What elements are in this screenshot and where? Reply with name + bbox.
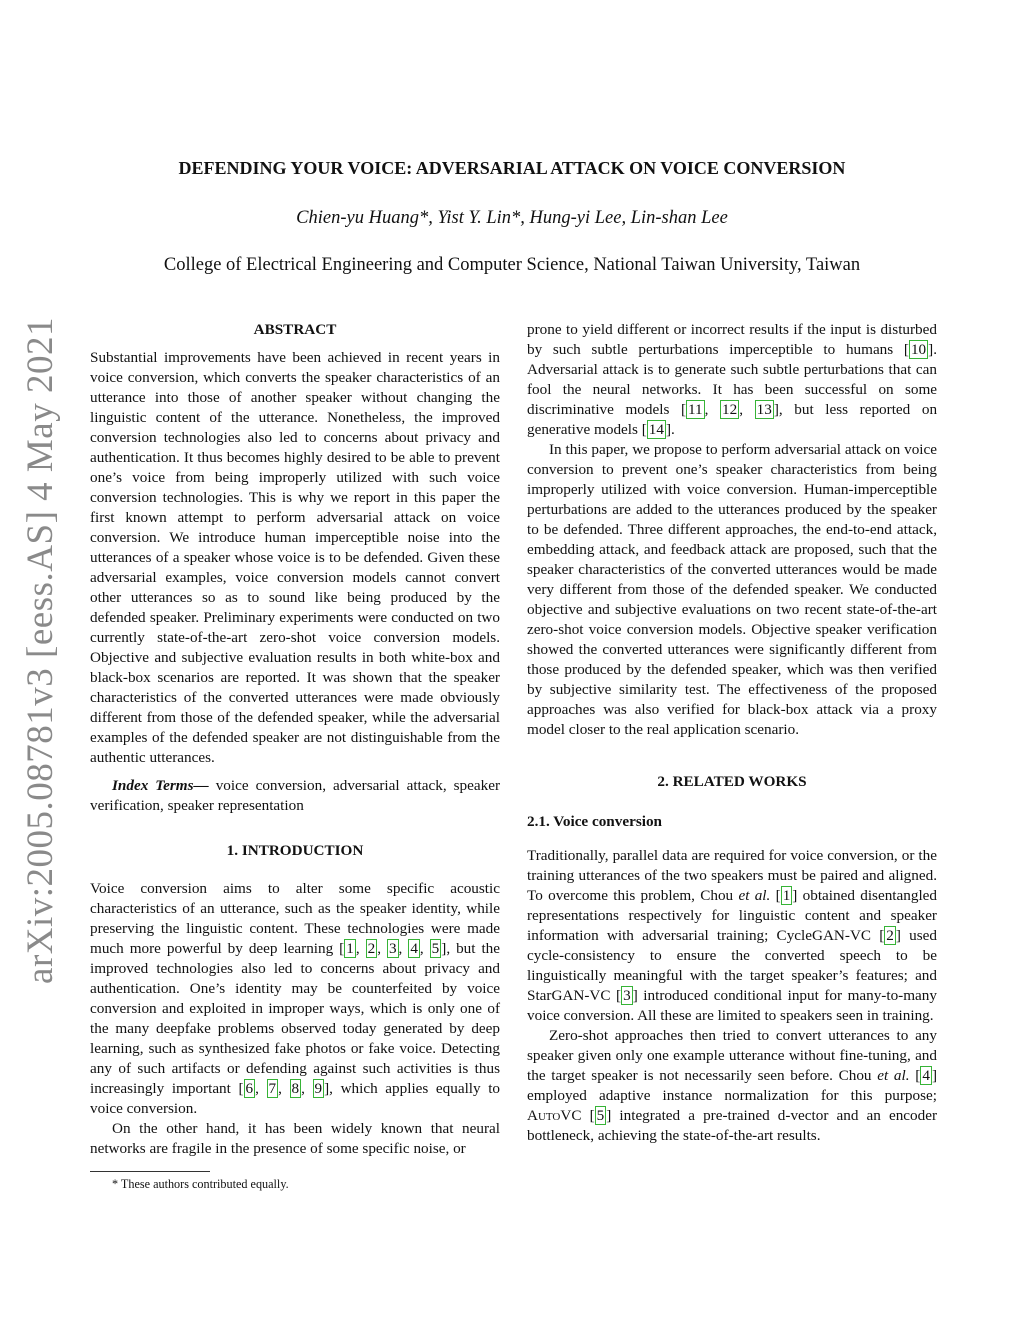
intro-paragraph-1: Voice conversion aims to alter some specific acoustic characteristics of an utterance, such as the speaker identity, while preserving the linguistic content. These technologies were made much more powerful by deep learning [ 1 , 2 , 3 , 4 , 5 ], but the improved technologies also led to concerns about privacy and authentication. One’s identity may be counterfeited by voice conversion and exploited in improper ways, which is only one of the many deepfake problems observed today generated by deep learning, such as synthesized fake photos or fake voice. Detecting any of such artifacts or defending against such activities is thus increasingly important [ 6 , 7 , 8 , 9 ], which applies equally to voice conversion. — [90, 880, 501, 1117]
citation-link[interactable]: 11 — [688, 401, 703, 418]
related-paragraph-2: Zero-shot approaches then tried to convert utterances to any speaker given only one example utterance without fine-tuning, and the target speaker is not necessarily seen before. Chou et al. [ 4 ] employed adaptive instance normalization for this purpose; AutoVC [ 5 ] integrated a pre-trained d-vector and an encoder bottleneck, achieving the state-of-the-art results. — [527, 1027, 938, 1144]
footnote: * These authors contributed equally. — [112, 1177, 289, 1191]
citation-link[interactable]: 5 — [596, 1107, 605, 1124]
citation-link[interactable]: 3 — [388, 940, 397, 957]
citation-link[interactable]: 5 — [431, 940, 440, 957]
related-paragraph-1: Traditionally, parallel data are required for voice conversion, or the training utterances of the two speakers must be paired and aligned. To overcome this problem, Chou et al. [ 1 ] obtained disentangled representations respectively for linguistic content and speaker information with adversarial training; CycleGAN-VC [ 2 ] used cycle-consistency to ensure the converted speech to be linguistically meaningful with the target speaker’s features; and StarGAN-VC [ 3 ] introduced conditional input for many-to-many voice conversion. All these are limited to speakers seen in training. — [527, 847, 937, 1024]
index-terms — [90, 776, 500, 816]
right-paragraph-2: In this paper, we propose to perform adversarial attack on voice conversion to prevent one’s speaker characteristics from being improperly utilized with voice conversion. Human-imperceptible perturbations are added to the utterances produced by the speaker to be defended. Three different approaches, the end-to-end attack, embedding attack, and feedback attack are proposed, such that the speaker characteristics of the converted utterances would be made very different from those of the defended speaker. We conducted objective and subjective evaluations on two recent state-of-the-art zero-shot voice conversion models. Objective speaker verification showed the converted utterances were significantly different from those produced by the defended speaker, which was then verified by subjective similarity test. The effectiveness of the proposed approaches was also verified for black-box attack via a proxy model closer to the real application scenario. — [527, 441, 937, 738]
voice-conversion-subheading: 2.1. Voice conversion — [527, 813, 662, 830]
arxiv-sidebar-stamp — [14, 316, 66, 984]
abstract-text: Substantial improvements have been achieved in recent years in voice conversion, which converts the speaker characteristics of an utterance into those of another speaker without changing the linguistic content of the utterance. Nonetheless, the improved conversion technologies also led to concerns about privacy and authentication. It thus becomes highly desired to be able to prevent one’s voice from being improperly utilized with such voice conversion technologies. This is why we report in this paper the first known attempt to perform adversarial attack on voice conversion. We introduce human imperceptible noise into the utterances of a speaker whose voice is to be defended. Given these adversarial examples, voice conversion models cannot convert other utterances so as to sound like being produced by the defended speaker. Preliminary experiments were conducted on two currently state-of-the-art zero-shot voice conversion models. Objective and subjective evaluation results in both white-box and black-box scenarios are reported. It was shown that the speaker characteristics of the converted utterances were made obviously different from those of the defended speaker, while the adversarial examples of the defended speaker are not distinguishable from the authentic utterances. — [90, 349, 500, 766]
footnote-rule — [90, 1171, 210, 1172]
right-paragraph-1: prone to yield different or incorrect results if the input is disturbed by such subtle perturbations imperceptible to humans [ 10 ]. Adversarial attack is to generate such subtle perturbations that can fool the neural networks. It has been successful on some discriminative models [ 11 , 12 , 13 ], but less reported on generative models [ 14 ]. — [527, 321, 938, 438]
index-terms-label: Index Terms— — [112, 777, 209, 794]
autovc-name: AutoVC — [527, 1107, 582, 1124]
citation-link[interactable]: 14 — [648, 421, 664, 438]
citation-link[interactable]: 2 — [367, 940, 376, 957]
paper-title: DEFENDING YOUR VOICE: ADVERSARIAL ATTACK ON VOICE CONVERSION — [178, 158, 846, 178]
citation-link[interactable]: 4 — [922, 1067, 930, 1084]
abstract-heading: ABSTRACT — [253, 321, 337, 338]
citation-link[interactable]: 3 — [623, 987, 631, 1004]
paper-affiliation: College of Electrical Engineering and Computer Science, National Taiwan University, Taiwan — [163, 255, 861, 275]
citation-link[interactable]: 13 — [756, 401, 772, 418]
right-column — [527, 320, 937, 1146]
citation-link[interactable]: 6 — [245, 1080, 254, 1097]
paper-authors: Chien-yu Huang*, Yist Y. Lin*, Hung-yi Lee, Lin-shan Lee — [296, 208, 728, 228]
citation-link[interactable]: 10 — [910, 341, 927, 358]
citation-link[interactable]: 12 — [722, 401, 738, 418]
citation-link[interactable]: 4 — [410, 940, 418, 957]
related-works-heading: 2. RELATED WORKS — [657, 773, 807, 790]
citation-link[interactable]: 2 — [886, 927, 894, 944]
citation-link[interactable]: 7 — [268, 1080, 277, 1097]
citation-link[interactable]: 1 — [346, 940, 354, 957]
introduction-heading: 1. INTRODUCTION — [226, 842, 364, 859]
citation-link[interactable]: 1 — [782, 887, 791, 904]
index-terms-text: voice conversion, adversarial attack, speaker verification, speaker representation — [90, 777, 501, 814]
intro-paragraph-2: On the other hand, it has been widely known that neural networks are fragile in the presence of some specific noise, or — [90, 1120, 500, 1157]
citation-link[interactable]: 9 — [314, 1080, 323, 1097]
left-column — [90, 320, 500, 1192]
arxiv-identifier: arXiv:2005.08781v3 [eess.AS] 4 May 2021 — [19, 316, 61, 984]
citation-link[interactable]: 8 — [291, 1080, 300, 1097]
